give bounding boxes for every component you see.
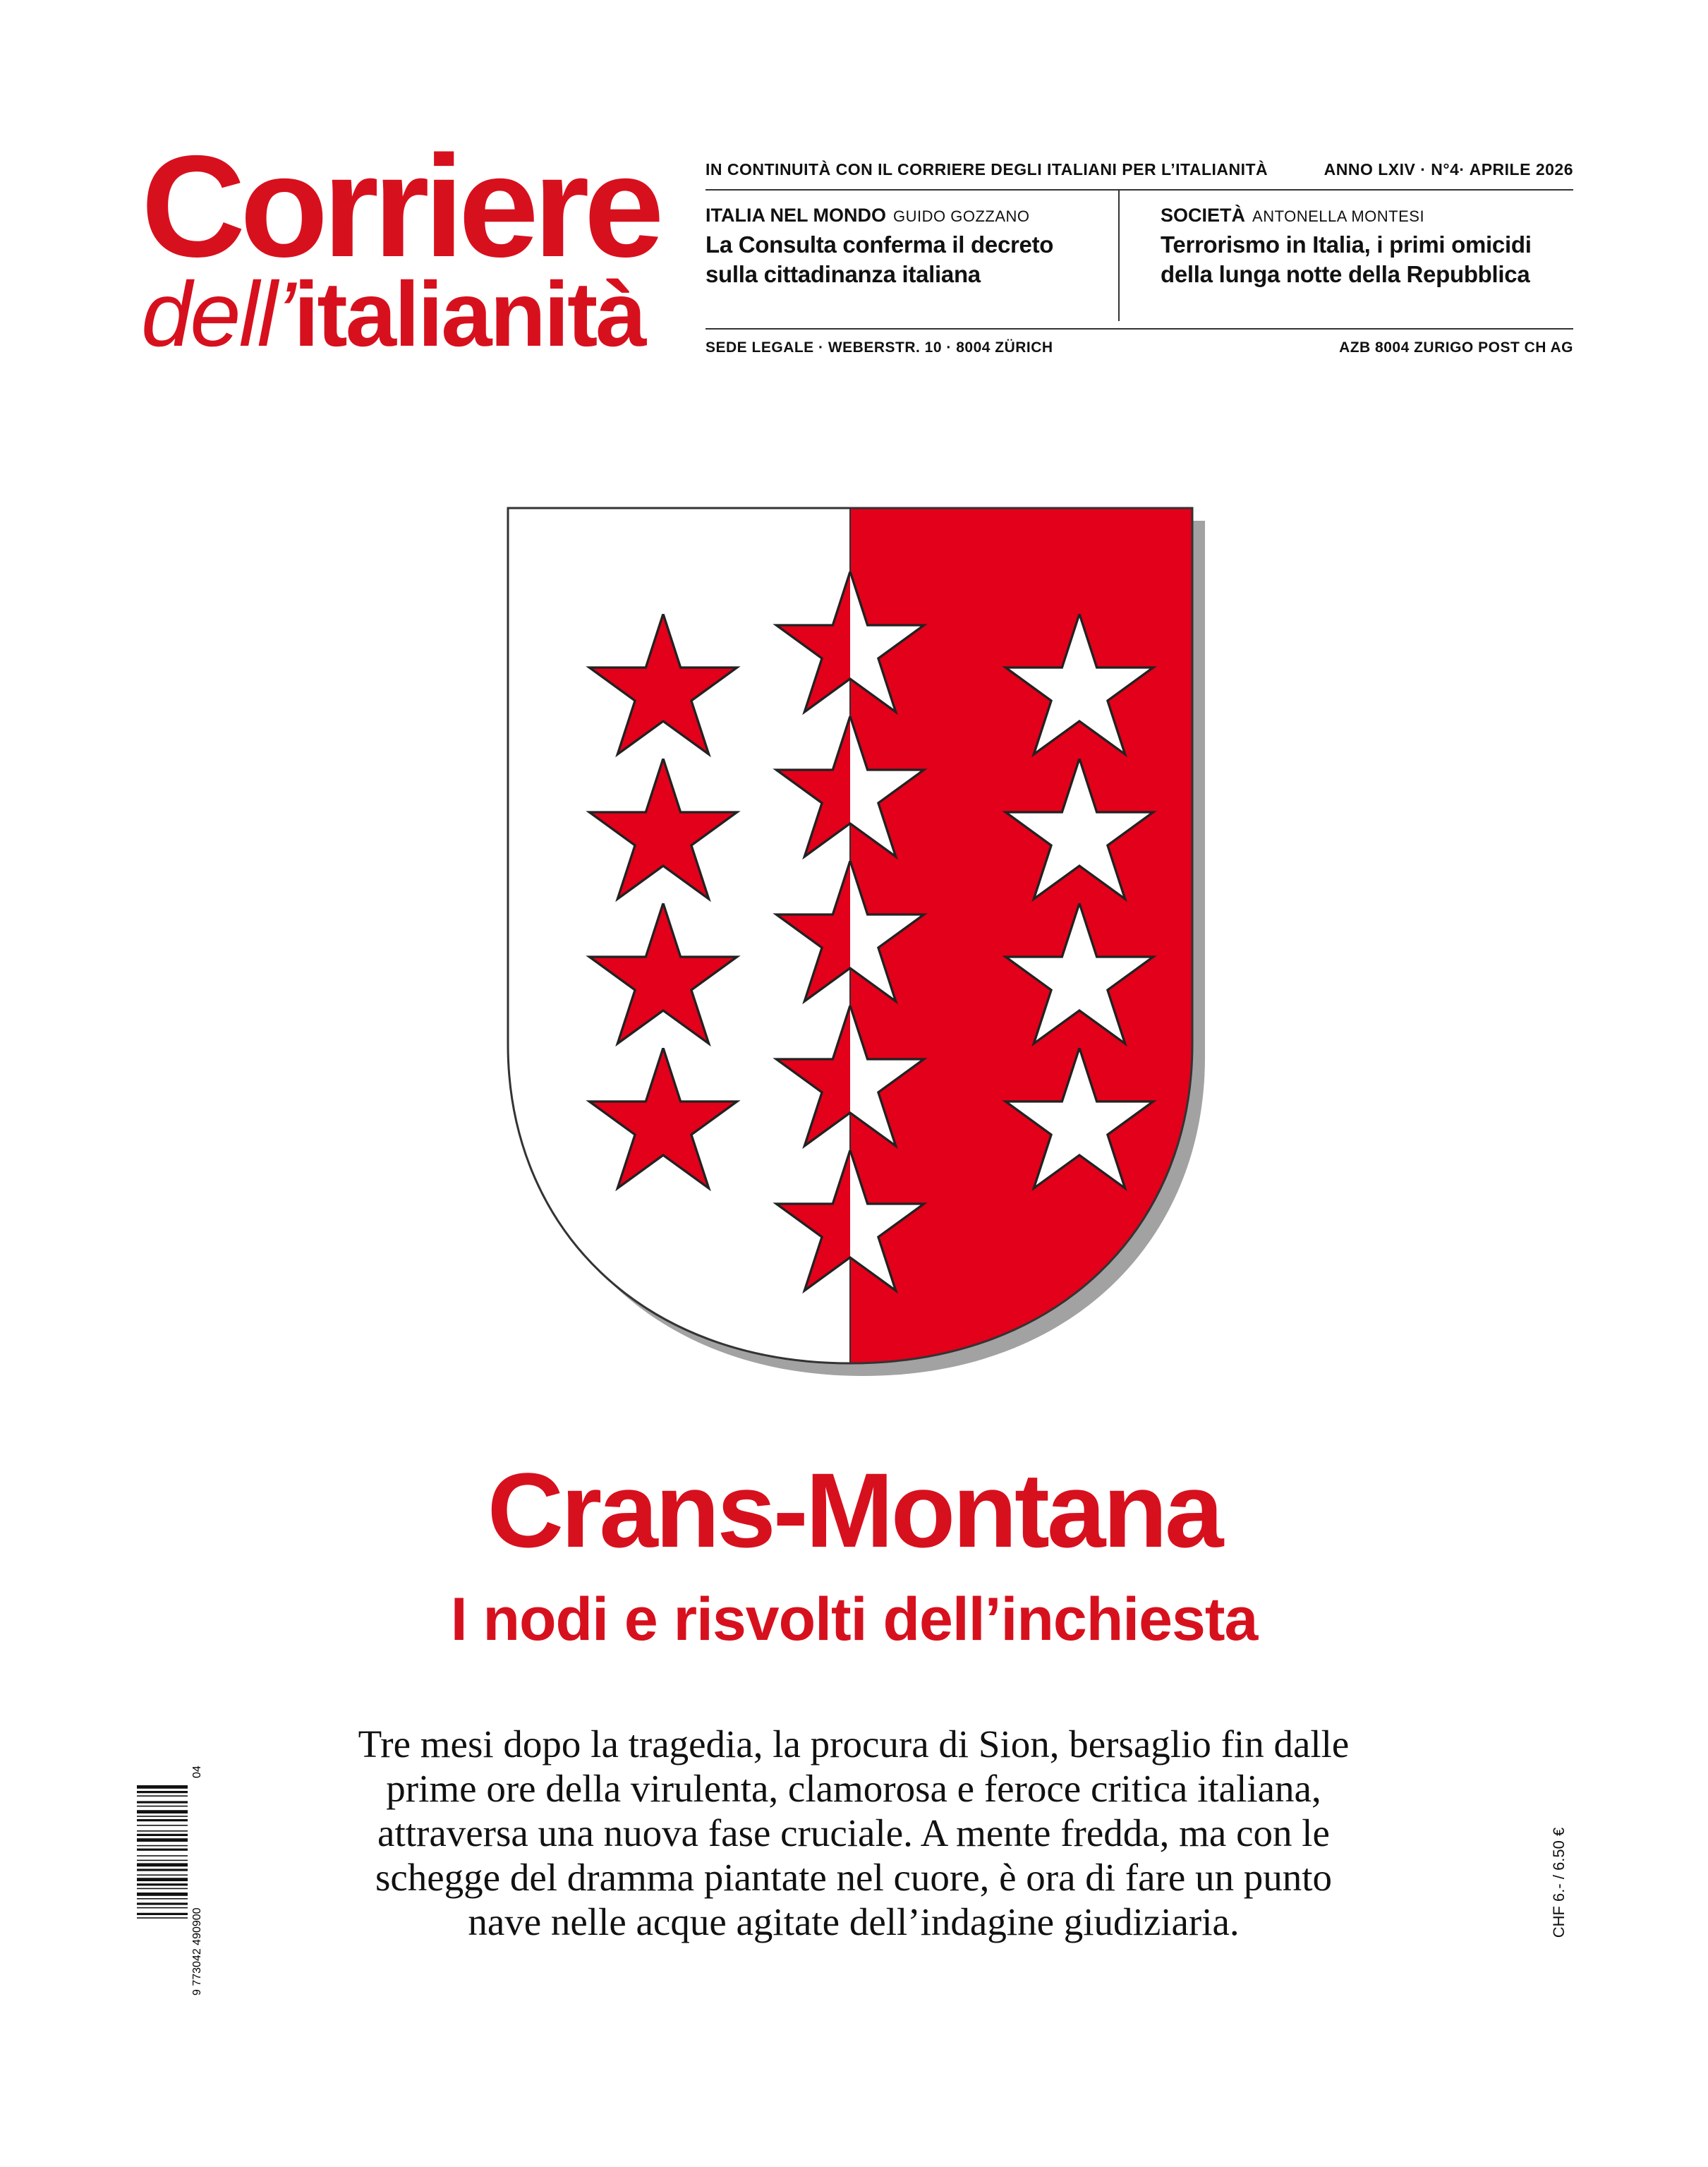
barcode-addon: 04: [191, 1765, 203, 1778]
teaser-left-section: ITALIA NEL MONDO: [705, 205, 886, 226]
postal-info: AZB 8004 ZURIGO POST CH AG: [1339, 339, 1573, 356]
lead-line: Tre mesi dopo la tragedia, la procura di Sion, bersaglio fin dalle: [358, 1722, 1350, 1765]
cover-lead: [268, 1722, 1439, 1944]
header-top-line: [705, 157, 1573, 182]
teaser-left-headline: [705, 230, 1118, 289]
teaser-right-headline-line1: Terrorismo in Italia, i primi omicidi: [1161, 231, 1532, 258]
logo-italianita: [141, 261, 645, 367]
valais-coat-of-arms: [494, 494, 1228, 1383]
barcode: [134, 1757, 205, 1997]
teaser-right-headline-line2: della lunga notte della Repubblica: [1161, 261, 1530, 287]
price-label: [1538, 1806, 1580, 1969]
header-block: [705, 157, 1573, 356]
teaser-left[interactable]: [705, 191, 1118, 321]
teaser-columns: [705, 191, 1573, 321]
teaser-left-headline-line2: sulla cittadinanza italiana: [705, 261, 981, 287]
masthead-logo: [141, 126, 659, 366]
teaser-right-author: ANTONELLA MONTESI: [1252, 207, 1425, 225]
cover-subtitle: I nodi e risvolti dell’inchiesta: [450, 1586, 1258, 1653]
tagline: IN CONTINUITÀ CON IL CORRIERE DEGLI ITALIANI PER L’ITALIANITÀ: [705, 160, 1268, 179]
divider-bottom: [705, 328, 1573, 330]
logo-dell: dell’: [141, 262, 294, 366]
teaser-right-section: SOCIETÀ: [1161, 205, 1246, 226]
lead-line: prime ore della virulenta, clamorosa e feroce critica italiana,: [386, 1767, 1321, 1810]
teaser-right-kicker: [1161, 203, 1573, 229]
barcode-digits: 9 773042 490900: [191, 1907, 203, 1996]
teaser-left-kicker: [705, 203, 1118, 229]
logo-italianita-word: italianità: [293, 262, 645, 366]
issue-info: ANNO LXIV · N°4· APRILE 2026: [1324, 160, 1573, 179]
teaser-left-headline-line1: La Consulta conferma il decreto: [705, 231, 1054, 258]
lead-line: attraversa una nuova fase cruciale. A mente fredda, ma con le: [377, 1811, 1330, 1854]
teaser-left-author: GUIDO GOZZANO: [893, 207, 1030, 225]
teaser-right-headline: [1161, 230, 1573, 289]
lead-line: nave nelle acque agitate dell’indagine giudiziaria.: [468, 1900, 1240, 1943]
teaser-right[interactable]: [1118, 191, 1573, 321]
cover-title: Crans-Montana: [487, 1451, 1221, 1569]
header-bottom-line: [705, 339, 1573, 356]
price-text: CHF 6.- / 6.50 €: [1550, 1827, 1568, 1938]
legal-address: SEDE LEGALE · WEBERSTR. 10 · 8004 ZÜRICH: [705, 339, 1053, 356]
lead-line: schegge del dramma piantate nel cuore, è ora di fare un punto: [375, 1856, 1333, 1899]
logo-corriere: Corriere: [141, 126, 659, 287]
